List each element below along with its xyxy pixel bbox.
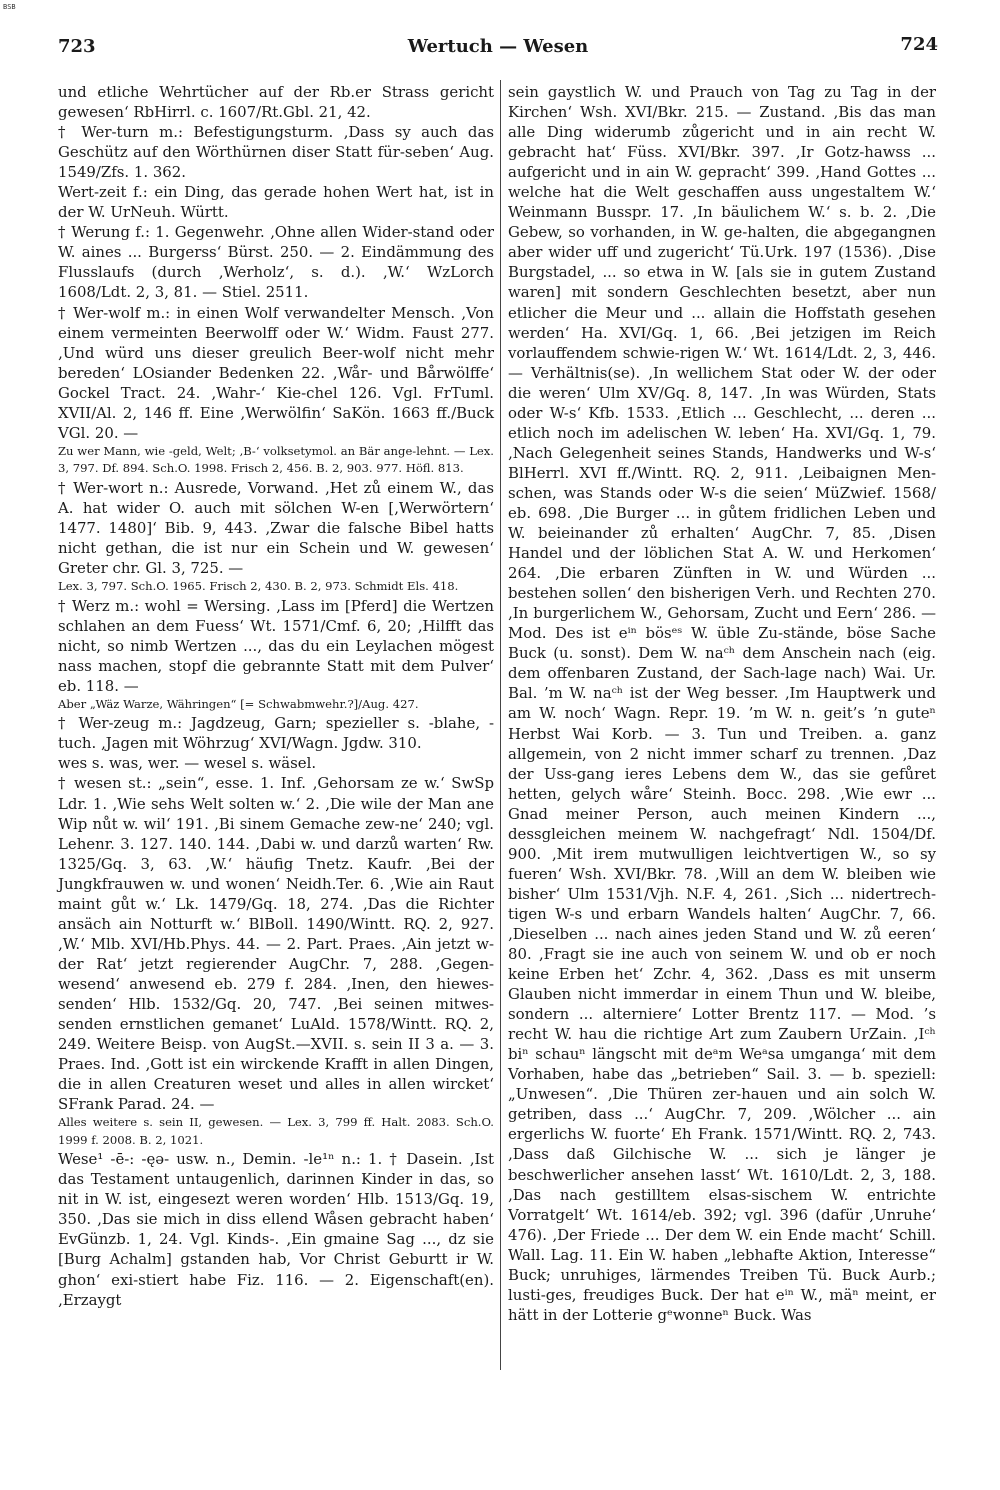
page-number-left: 723 [58,36,96,57]
entry-note: Zu wer Mann, wie -geld, Welt; ‚B-‘ volksetymol. an Bär ange-lehnt. — Lex. 3, 797. Df. 894. Sch.O. 1998. Frisch 2, 456. B. 2, 903. 977. Höfl. 813. [58,443,494,476]
running-title: Wertuch — Wesen [407,36,589,57]
entry-wer-wort: † Wer-wort n.: Ausrede, Vorwand. ‚Het zů einem W., das A. hat wider O. auch mit sölchen W-en [‚Werwörtern‘ 1477. 1480]‘ Bib. 9, 443. ‚Zwar die falsche Bibel hatts nicht gethan, die ist nur ein Schein und W. gewesen‘ Greter chr. Gl. 3, 725. — [58,478,494,578]
left-column [58,82,494,1310]
entry-wer-wolf: † Wer-wolf m.: in einen Wolf verwandelter Mensch. ‚Von einem vermeinten Beerwolff oder W.‘ Widm. Faust 277. ‚Und würd uns dieser greulich Beer-wolf nicht mehr bereden‘ LOsiander Bedenken 22. ‚Wår- und Bårwölffe‘ Gockel Tract. 24. ‚Wahr-‘ Kie-chel 126. Vgl. FrTuml. XVII/Al. 2, 146 ff. Eine ‚Werwölfin‘ SaKön. 1663 ff./Buck VGl. 20. — [58,303,494,442]
entry-wer-turn: † Wer-turn m.: Befestigungsturm. ‚Dass sy auch das Geschütz auf den Wörthürnen diser Statt für-seben‘ Aug. 1549/Zfs. 1. 362. [58,123,494,182]
entry-wese-noun: Wese¹ -ē-: -ęə- usw. n., Demin. -le¹ⁿ n.: 1. † Dasein. ‚Ist das Testament untaugenlich, darinnen Kinder in das, so nit in W. ist, eingesezt weren worden‘ Hlb. 1513/Gq. 19, 350. ‚Das sie mich in diss ellend Wåsen gebracht haben‘ EvGünzb. 1, 24. Vgl. Kinds-. ‚Ein gmaine Sag ..., dz sie [Burg Achalm] gstanden hab, Vor Christ Geburtt ir W. ghon‘ exi-stiert habe Fiz. 116. — 2. Eigenschaft(en). ‚Erzaygt [58,1150,494,1309]
entry-werung: † Werung f.: 1. Gegenwehr. ‚Ohne allen Wider-stand oder W. aines ... Burgerss‘ Bürst. 250. — 2. Eindämmung des Flusslaufs (durch ‚Werholz‘, s. d.). ‚W.‘ WzLorch 1608/Ldt. 2, 3, 81. — Stiel. 2511. [58,223,494,302]
page-number-right: 724 [900,34,938,55]
right-column [508,82,936,1325]
entry-note: Alles weitere s. sein II, gewesen. — Lex. 3, 799 ff. Halt. 2083. Sch.O. 1999 f. 2008. B. 2, 1021. [58,1115,494,1147]
column-rule [500,80,501,1370]
entry-wes: wes s. was, wer. — wesel s. wäsel. [58,754,317,773]
page-header [58,34,938,60]
entry-werz: † Werz m.: wohl = Wersing. ‚Lass im [Pferd] die Wertzen schlahen an dem Fuess‘ Wt. 1571/Cmf. 6, 20; ‚Hilfft das nicht, so nimb Wertzen ..., das du ein Leylachen mögest nass machen, stopf die gebrannte Statt mit dem Pulver‘ eb. 118. — [58,596,494,695]
entry-paragraph: und etliche Wehrtücher auf der Rb.er Strass gericht gewesen‘ RbHirrl. c. 1607/Rt.Gbl. 21, 42. [58,83,494,122]
entry-wer-zeug: † Wer-zeug m.: Jagdzeug, Garn; spezieller s. -blahe, -tuch. ‚Jagen mit Wöhrzug‘ XVI/Wagn. Jgdw. 310. [58,714,494,753]
library-stamp: BSB [3,3,16,11]
entry-wert-zeit: Wert-zeit f.: ein Ding, das gerade hohen Wert hat, ist in der W. UrNeuh. Württ. [58,183,494,222]
entry-wesen-verb: † wesen st.: „sein“, esse. 1. Inf. ‚Gehorsam ze w.‘ SwSp Ldr. 1. ‚Wie sehs Welt solten w.‘ 2. ‚Die wile der Man ane Wip nůt w. wil‘ 191. ‚Bi sinem Gemache zew-ne‘ 240; vgl. Lehenr. 3. 127. 140. 144. ‚Dabi w. und darzů warten‘ Rw. 1325/Gq. 3, 63. ‚W.‘ häufig Tnetz. Kaufr. ‚Bei der Jungkfrauwen w. und wonen‘ Neidh.Ter. 6. ‚Wie ain Raut maint gůt w.‘ Lk. 1479/Gq. 18, 274. ‚Das die Richter ansäch ain Notturft w.‘ BlBoll. 1490/Wintt. RQ. 2, 927. ‚W.‘ Mlb. XVI/Hb.Phys. 44. — 2. Part. Praes. ‚Ain jetzt w-der Rat‘ jetzt regierender AugChr. 7, 288. ‚Gegen-wesend‘ anwesend eb. 279 f. 284. ‚Inen, den hiewes-senden‘ Hlb. 1532/Gq. 20, 747. ‚Bei seinen mitwes-senden ernstlichen gemanet‘ LuAld. 1578/Wintt. RQ. 2, 249. Weitere Beisp. von AugSt.—XVII. s. sein II 3 a. — 3. Praes. Ind. ‚Gott ist ein wirckende Krafft in allen Dingen, die in allen Creaturen weset und alles in allen wircket‘ SFrank Parad. 24. — [58,774,494,1114]
entry-note: Aber „Wäz Warze, Währingen“ [= Schwabmwehr.?]/Aug. 427. [58,696,419,711]
entry-note: Lex. 3, 797. Sch.O. 1965. Frisch 2, 430. B. 2, 973. Schmidt Els. 418. [58,579,459,594]
entry-continuation: sein gaystlich W. und Prauch von Tag zu Tag in der Kirchen‘ Wsh. XVI/Bkr. 215. — Zustand. ‚Bis das man alle Ding widerumb zůgericht und in ain recht W. gebracht hat‘ Füss. XVI/Bkr. 397. ‚Ir Gotz-hawss ... aufgericht und in ain W. gepracht‘ 399. ‚Hand Gottes ... welche hat die Welt geschaffen auss ungestaltem W.‘ Weinmann Busspr. 17. ‚In bäulichem W.‘ s. b. 2. ‚Die Gebew, so vorhanden, in W. ge-halten, die abgegangnen aber wider uff und zugericht‘ Tü.Urk. 197 (1536). ‚Dise Burgstadel, ... so etwa in W. [als sie in gutem Zustand waren] mit sondern Geschlechten besetzt, aber nun etlicher die Meur und ... allain die Hoffstath gesehen werden‘ Ha. XVI/Gq. 1, 66. ‚Bei jetzigen im Reich vorlauffendem schwie-rigen W.‘ Wt. 1614/Ldt. 2, 3, 446. — Verhältnis(se). ‚In wellichem Stat oder W. der oder die weren‘ Ulm XV/Gq. 8, 147. ‚In was Würden, Stats oder W-s‘ Kfb. 1533. ‚Etlich ... Geschlecht, ... deren ... etlich noch im adelischen W. leben‘ Ha. XVI/Gq. 1, 79. ‚Nach Gelegenheit seines Stands, Handwerks und W-s‘ BlHerrl. XVI ff./Wintt. RQ. 2, 911. ‚Leibaignen Men-schen, was Stands oder W-s die seien‘ MüZwief. 1568/ eb. 698. ‚Die Burger ... in gůtem fridlichen Leben und W. beieinander zů erhalten‘ AugChr. 7, 85. ‚Disen Handel und der löblichen Stat A. W. und Herkomen‘ 264. ‚Die erbaren Zünften in W. und Würden ... bestehen sollen‘ den bisherigen Verh. und Rechten 270. ‚In burgerlichem W., Gehorsam, Zucht und Eern‘ 286. — Mod. Des ist eⁱⁿ bösᵉˢ W. üble Zu-stände, böse Sache Buck (u. sonst). Dem W. naᶜʰ dem Anschein nach (eig. dem offenbaren Zustand, der Sach-lage nach) Wai. Ur. Bal. ’m W. naᶜʰ ist der Weg besser. ‚Im Hauptwerk und am W. noch‘ Wagn. Repr. 19. ’m W. n. geit’s ’n guteⁿ Herbst Wai Korb. — 3. Tun und Treiben. a. ganz allgemein, von 2 nicht immer scharf zu trennen. ‚Daz der Uss-gang ieres Lebens dem W., das sie gefůret hetten, gelych wåre‘ Steinh. Bocc. 298. ‚Wie ewr ... Gnad meiner Person, auch meinen Kindern ..., dessgleichen meinem W. nachgefragt‘ Ndl. 1504/Df. 900. ‚Mit irem mutwulligen leichtvertigen W., so sy fueren‘ Wsh. XVI/Bkr. 78. ‚Will an dem W. bleiben wie bisher‘ Ulm 1531/Vjh. N.F. 4, 261. ‚Sich ... nidertrech-tigen W-s und erbarn Wandels halten‘ AugChr. 7, 66. ‚Dieselben ... nach aines jeden Stand und W. zů eeren‘ 80. ‚Fragt sie ine auch von seinem W. und ob er noch keine Erben het‘ Zchr. 4, 362. ‚Dass es mit unserm Glauben nicht immerdar in einem Thun und W. bleibe, sondern ... alterniere‘ Lotter Brentz 117. — Mod. ’s recht W. hau die richtige Art zum Zaubern UrZain. ‚Iᶜʰ biⁿ schauⁿ längscht mit deᵃm Weᵃsa umganga‘ mit dem Vorhaben, habe das „betrieben“ Sail. 3. — b. speziell: „Unwesen“. ‚Die Thüren zer-hauen und ain solch W. getriben, dass ...‘ AugChr. 7, 209. ‚Wölcher ... ain ergerlichs W. fuorte‘ Eh Frank. 1571/Wintt. RQ. 2, 743. ‚Dass daß Gilchische W. ... sich je länger je beschwerlicher ansehen lasst‘ Wt. 1610/Ldt. 2, 3, 188. ‚Das nach gestilltem elsas-sischem W. entrichte Vorratgelt‘ Wt. 1614/eb. 392; vgl. 396 (dafür ‚Unruhe‘ 476). ‚Der Friede ... Der dem W. ein Ende macht‘ Schill. Wall. Lag. 11. Ein W. haben „lebhafte Aktion, Interesse“ Buck; unruhiges, lärmendes Treiben Tü. Buck Aurb.; lusti-ges, freudiges Buck. Der hat eⁱⁿ W., mäⁿ meint, er hätt in der Lotterie gᵉwonneⁿ Buck. Was [508,83,936,1324]
